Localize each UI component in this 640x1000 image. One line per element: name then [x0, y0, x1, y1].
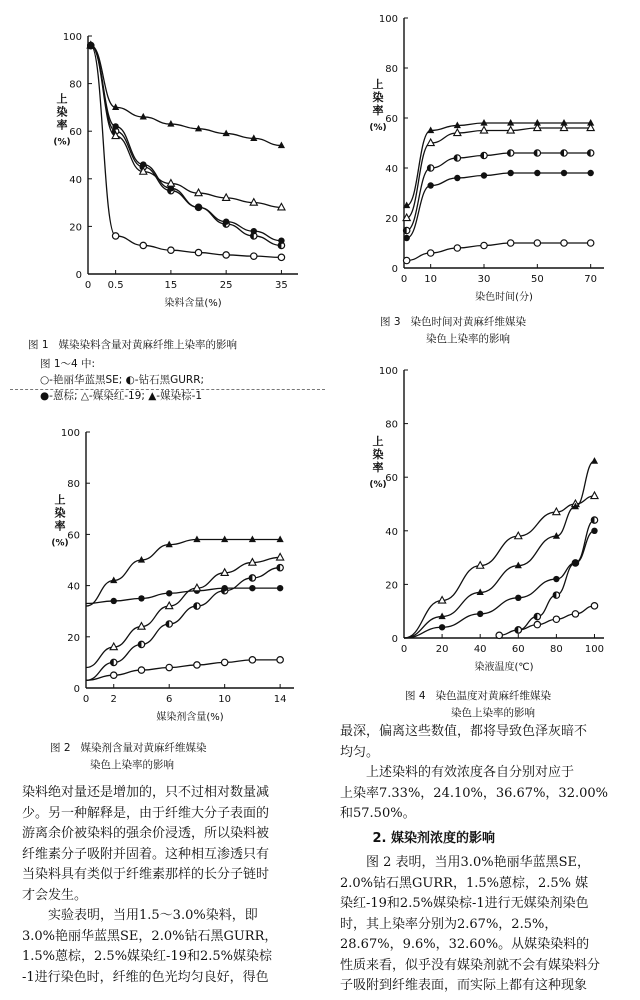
fig4-x-label: 染液温度(℃) [474, 662, 534, 673]
fig2-series0-point-3 [166, 664, 172, 670]
fig3-series2-point-0 [403, 235, 409, 241]
fig3-series2-point-3 [481, 172, 487, 178]
figure-2-chart [40, 420, 310, 730]
fig4-ytick-label-2: 40 [385, 526, 398, 538]
fig2-xtick-label-0: 0 [82, 694, 90, 705]
fig4-xtick-label-5: 100 [584, 644, 605, 655]
figure-4-title: 染色温度对黄麻纤维媒染 [435, 690, 552, 702]
left-para2-line: 3.0%艳丽华蓝黑SE，2.0%钻石黑GURR， [22, 928, 278, 944]
left-para-line: 才会发生。 [22, 887, 88, 903]
fig3-series4-point-3 [480, 119, 487, 126]
fig4-xtick-label-4: 80 [550, 644, 563, 655]
fig1-x-label: 染料含量(%) [164, 298, 222, 309]
fig3-series2-point-7 [587, 170, 593, 176]
fig1-series0-point-7 [278, 254, 284, 260]
fig4-ytick-label-3: 60 [385, 473, 398, 485]
right-para2-line: 时，其上染率分别为2.67%，2.5%， [340, 916, 558, 932]
fig2-series0-point-5 [221, 659, 227, 665]
fig2-series-markers-4 [110, 536, 284, 584]
fig1-series-markers-1 [88, 42, 285, 248]
fig2-ytick-label-4: 80 [67, 479, 80, 491]
fig2-series0-point-2 [138, 667, 144, 673]
fig3-series4-point-4 [507, 119, 514, 126]
right-para-line: 上述染料的有效浓度各自分别对应于 [366, 765, 575, 780]
fig4-series-line-2 [404, 531, 594, 638]
fig3-xtick-label-0: 0 [400, 274, 408, 285]
fig1-series-markers-0 [88, 42, 285, 260]
fig3-xtick-label-2: 30 [477, 274, 491, 285]
right-para-line: 均匀。 [340, 744, 380, 760]
fig2-series-line-3 [86, 557, 280, 667]
fig4-series4-point-6 [591, 457, 598, 464]
fig4-xtick-label-2: 40 [473, 644, 487, 655]
fig4-ytick-label-1: 20 [385, 580, 398, 592]
left-para-line: 当染料具有类似于纤维素那样的长分子链时 [22, 867, 270, 882]
right-para2-line: 染红-19和2.5%媒染棕-1进行无媒染剂染色 [340, 896, 589, 911]
figure-2-number: 图 2 [50, 742, 71, 754]
figure-1-number: 图 1 [28, 339, 49, 351]
fig1-xtick-label-3: 25 [219, 280, 233, 291]
figure-4-caption [405, 688, 615, 722]
figure-2-title: 媒染剂含量对黄麻纤维媒染 [80, 742, 207, 754]
fig1-y-label: 上染率(%) [53, 92, 71, 148]
fig2-series2-point-6 [249, 585, 255, 591]
fig4-xtick-label-1: 20 [435, 644, 449, 655]
fig1-series-line-1 [91, 46, 282, 246]
fig3-ytick-label-1: 20 [385, 214, 398, 225]
fig2-series0-point-4 [194, 662, 200, 668]
fig2-series1-point-1 [111, 659, 117, 665]
fig4-series2-point-2 [477, 611, 483, 617]
fig2-xtick-label-3: 10 [218, 694, 232, 705]
fig3-series0-point-5 [534, 240, 540, 246]
figure-3-title-line2: 染色上染率的影响 [426, 333, 510, 345]
fig3-series-markers-4 [403, 119, 594, 208]
fig1-xtick-label-4: 35 [275, 280, 288, 291]
fig3-series3-point-4 [507, 127, 514, 134]
fig4-xtick-label-0: 0 [400, 644, 408, 655]
fig3-series4-point-2 [454, 122, 461, 129]
fig1-xtick-label-2: 15 [164, 280, 178, 291]
fig1-series0-point-4 [195, 249, 201, 255]
left-para-line: 纤维素分子吸附并固着。这种相互渗透只有 [22, 846, 270, 862]
fig3-series1-point-6 [561, 150, 567, 156]
fig1-series0-point-3 [168, 247, 174, 253]
fig2-series3-point-7 [277, 553, 284, 560]
fig3-series1-point-1 [427, 165, 433, 171]
left-para-line: 染料绝对量还是增加的，只不过相对数量减 [22, 785, 270, 800]
fig2-series1-point-4 [194, 603, 200, 609]
fig1-series2-point-5 [223, 218, 229, 224]
fig2-ytick-label-1: 20 [67, 632, 80, 644]
fig4-series-markers-0 [496, 603, 598, 639]
fig2-series4-point-5 [221, 536, 228, 543]
fig4-series1-point-1 [534, 613, 540, 619]
fig1-series2-point-6 [251, 228, 257, 234]
fig4-series-line-4 [404, 461, 594, 638]
legend-row-2: ●-蒽棕; △-媒染红-19; ▲-媒染棕-1 [40, 390, 203, 402]
fig3-ytick-label-0: 0 [391, 264, 398, 275]
fig3-x-label: 染色时间(分) [475, 292, 533, 303]
fig2-series-markers-3 [110, 553, 284, 649]
fig2-series2-point-7 [277, 585, 283, 591]
fig4-series2-point-6 [591, 528, 597, 534]
fig1-ytick-label-2: 40 [69, 174, 82, 186]
fig3-series2-point-5 [534, 170, 540, 176]
fig4-ytick-label-5: 100 [378, 366, 398, 377]
fig4-series0-point-2 [534, 621, 540, 627]
fig3-series0-point-2 [454, 245, 460, 251]
fig3-series0-point-3 [481, 242, 487, 248]
fig4-ytick-label-4: 80 [385, 419, 398, 431]
fig3-series-line-2 [407, 173, 591, 238]
fig4-series0-point-5 [591, 603, 597, 609]
left-para2-line: -1进行染色时，纤维的色光均匀良好，得色 [22, 969, 269, 985]
fig3-series2-point-4 [507, 170, 513, 176]
fig4-y-label: 上染率(%) [369, 435, 387, 491]
figure-3-chart [360, 8, 620, 308]
fig1-series0-point-1 [112, 233, 118, 239]
section-heading: 2. 媒染剂浓度的影响 [372, 830, 496, 846]
fig2-series2-point-3 [166, 590, 172, 596]
fig2-series2-point-2 [138, 595, 144, 601]
fig3-series1-point-4 [507, 150, 513, 156]
fig2-series1-point-6 [249, 575, 255, 581]
figure-4-number: 图 4 [405, 690, 426, 702]
fig2-ytick-label-5: 100 [60, 428, 80, 439]
fig3-series1-point-5 [534, 150, 540, 156]
fig2-xtick-label-2: 6 [166, 694, 173, 705]
fig3-series1-point-3 [481, 152, 487, 158]
figure-3-number: 图 3 [380, 316, 401, 328]
figure-4-chart [360, 360, 620, 680]
fig3-series3-point-2 [454, 129, 461, 136]
fig2-ytick-label-0: 0 [73, 684, 80, 695]
fig3-xtick-label-4: 70 [584, 274, 598, 285]
right-para2-line: 子吸附到纤维表面，而实际上都有这种现象 [340, 978, 588, 993]
fig3-series2-point-6 [561, 170, 567, 176]
fig3-series4-point-6 [560, 119, 567, 126]
fig2-series4-point-6 [249, 536, 256, 543]
fig2-series4-point-4 [193, 536, 200, 543]
fig2-series1-point-7 [277, 564, 283, 570]
figure-2-title-line2: 染色上染率的影响 [90, 759, 174, 771]
fig1-ytick-label-5: 100 [62, 32, 82, 43]
fig4-series-line-0 [499, 606, 594, 635]
fig3-ytick-label-2: 40 [385, 164, 398, 175]
left-para2-line: 实验表明，当用1.5～3.0%染料，即 [48, 908, 258, 923]
fig3-xtick-label-1: 10 [424, 274, 438, 285]
fig1-ytick-label-1: 20 [69, 222, 82, 234]
fig3-xtick-label-3: 50 [530, 274, 544, 285]
fig3-series1-point-7 [587, 150, 593, 156]
fig4-series1-point-2 [553, 592, 559, 598]
fig3-ytick-label-5: 100 [378, 14, 398, 25]
fig1-series2-point-7 [278, 237, 284, 243]
fig3-ytick-label-4: 80 [385, 64, 398, 75]
fig1-series0-point-5 [223, 252, 229, 258]
fig3-series0-point-6 [561, 240, 567, 246]
fig4-series0-point-3 [553, 616, 559, 622]
fig2-series1-point-2 [138, 641, 144, 647]
right-para-line: 上染率7.33%，24.10%，36.67%，32.00% [340, 785, 609, 801]
fig2-series-markers-1 [111, 564, 284, 665]
fig3-y-label: 上染率(%) [369, 78, 387, 133]
fig2-series1-point-3 [166, 621, 172, 627]
fig2-series0-point-7 [277, 657, 283, 663]
fig2-x-label: 媒染剂含量(%) [156, 712, 224, 723]
fig2-xtick-label-1: 2 [110, 694, 117, 705]
fig1-series-line-0 [91, 46, 282, 258]
left-para-line: 游离余价被染料的强余价浸透，所以染料被 [22, 826, 270, 841]
figure-4-title-line2: 染色上染率的影响 [451, 707, 535, 719]
figure-1-title: 媒染染料含量对黄麻纤维上染率的影响 [58, 339, 238, 351]
fig4-series2-point-5 [572, 560, 578, 566]
fig1-series2-point-4 [195, 204, 201, 210]
fig4-series1-point-0 [515, 627, 521, 633]
fig3-series3-point-3 [480, 127, 487, 134]
fig4-series1-point-4 [591, 517, 597, 523]
fig4-series2-point-1 [439, 624, 445, 630]
left-para2-line: 1.5%蒽棕，2.5%媒染红-19和2.5%媒染棕 [22, 949, 273, 964]
figure-1-caption [28, 337, 318, 354]
right-column-text [340, 722, 632, 997]
fig1-series-markers-2 [88, 42, 285, 244]
fig2-series4-point-7 [277, 536, 284, 543]
fig4-series2-point-4 [553, 576, 559, 582]
figure-legend [40, 356, 330, 404]
figure-3-title: 染色时间对黄麻纤维媒染 [410, 316, 527, 328]
right-para2-line: 图 2 表明，当用3.0%艳丽华蓝黑SE， [366, 855, 590, 870]
section-divider [10, 389, 325, 390]
fig4-series3-point-6 [591, 492, 598, 499]
fig1-ytick-label-3: 60 [69, 127, 82, 139]
fig2-y-label: 上染率(%) [51, 493, 69, 549]
fig4-xtick-label-3: 60 [511, 644, 525, 655]
fig2-ytick-label-3: 60 [67, 530, 80, 542]
fig1-xtick-label-1: 0.5 [107, 280, 124, 291]
fig3-series0-point-4 [507, 240, 513, 246]
fig2-series2-point-5 [221, 585, 227, 591]
right-para-line: 最深，偏离这些数值，都将导致色泽灰暗不 [340, 724, 588, 739]
fig4-ytick-label-0: 0 [391, 634, 398, 645]
fig3-series-line-4 [407, 123, 591, 206]
fig1-series0-point-6 [251, 253, 257, 259]
fig4-series0-point-4 [572, 611, 578, 617]
left-para-line: 少。另一种解释是，由于纤维大分子表面的 [22, 805, 270, 821]
fig2-series0-point-1 [111, 672, 117, 678]
fig3-series2-point-2 [454, 175, 460, 181]
fig1-ytick-label-0: 0 [75, 270, 82, 281]
fig2-series2-point-1 [111, 598, 117, 604]
right-para-line: 和57.50%。 [340, 806, 416, 821]
figure-3-caption [380, 314, 610, 348]
fig3-series0-point-0 [403, 257, 409, 263]
fig3-series4-point-7 [587, 119, 594, 126]
fig3-series4-point-5 [534, 119, 541, 126]
fig1-series2-point-1 [112, 123, 118, 129]
fig3-series2-point-1 [427, 182, 433, 188]
figure-1-chart [40, 18, 310, 323]
fig3-series-markers-2 [403, 170, 593, 241]
fig1-ytick-label-4: 80 [69, 79, 82, 91]
right-para2-line: 2.0%钻石黑GURR，1.5%蒽棕，2.5% 媒 [340, 875, 589, 891]
fig1-series0-point-2 [140, 242, 146, 248]
fig4-series2-point-3 [515, 595, 521, 601]
right-para2-line: 性质来看，似乎没有媒染剂就不会有媒染料分 [340, 957, 601, 973]
fig3-ytick-label-3: 60 [385, 114, 398, 125]
fig2-ytick-label-2: 40 [67, 581, 80, 593]
left-column-text [22, 783, 314, 988]
fig3-series-line-1 [407, 153, 591, 231]
legend-intro: 图 1～4 中: [40, 358, 96, 370]
fig3-series-markers-1 [403, 150, 593, 234]
right-para2-line: 28.67%，9.6%，32.60%。从媒染染料的 [340, 937, 590, 952]
fig3-series1-point-2 [454, 155, 460, 161]
fig3-series1-point-0 [403, 227, 409, 233]
fig3-series0-point-1 [427, 250, 433, 256]
figure-2-caption [50, 740, 310, 774]
fig2-xtick-label-4: 14 [273, 694, 287, 705]
fig1-series-line-2 [91, 46, 282, 241]
fig2-series0-point-6 [249, 657, 255, 663]
fig1-xtick-label-0: 0 [84, 280, 92, 291]
fig3-series0-point-7 [587, 240, 593, 246]
fig4-series0-point-0 [496, 632, 502, 638]
legend-row-1: ○-艳丽华蓝黑SE; ◐-钻石黑GURR; [40, 374, 205, 386]
